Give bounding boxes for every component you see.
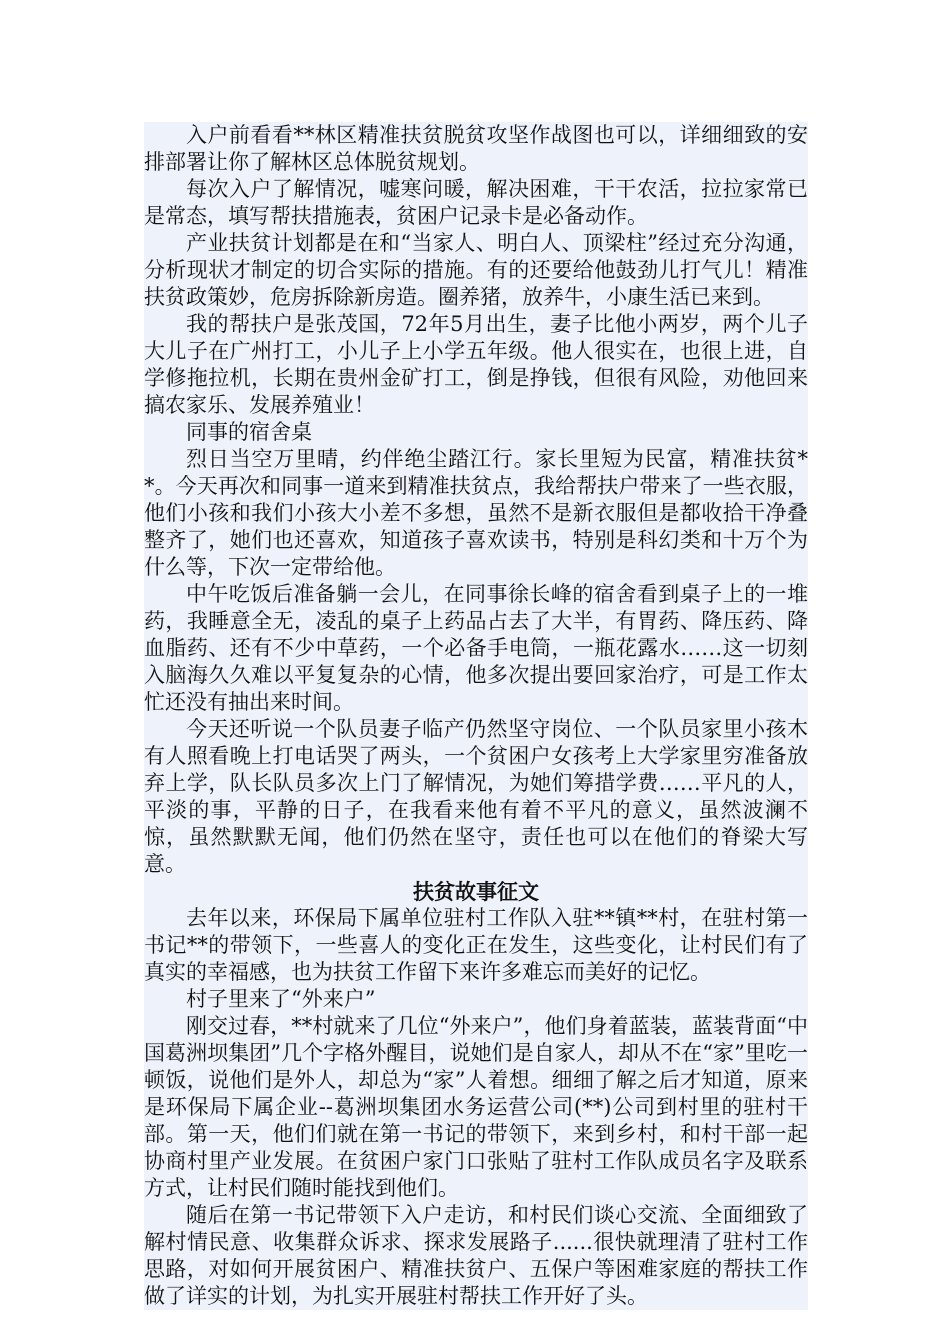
paragraph: 每次入户了解情况，嘘寒问暖，解决困难，干干农活，拉拉家常已是常态，填写帮扶措施表，贫困户记录卡是必备动作。 bbox=[144, 177, 808, 228]
paragraph: 产业扶贫计划都是在和“当家人、明白人、顶梁柱”经过充分沟通，分析现状才制定的切合实际的措施。有的还要给他鼓劲儿打气儿！精准扶贫政策妙，危房拆除新房造。圈养猪，放养牛，小康生活已来到。 bbox=[144, 231, 808, 309]
document-body bbox=[144, 122, 808, 1310]
section-heading: 扶贫故事征文 bbox=[144, 878, 808, 905]
paragraph: 中午吃饭后准备躺一会儿，在同事徐长峰的宿舍看到桌子上的一堆药，我睡意全无，凌乱的桌子上药品占去了大半，有胃药、降压药、降血脂药、还有不少中草药，一个必备手电筒，一瓶花露水……这一切刻入脑海久久难以平复复杂的心情，他多次提出要回家治疗，可是工作太忙还没有抽出来时间。 bbox=[144, 582, 808, 714]
paragraph: 去年以来，环保局下属单位驻村工作队入驻**镇**村，在驻村第一书记**的带领下，一些喜人的变化正在发生，这些变化，让村民们有了真实的幸福感，也为扶贫工作留下来许多难忘而美好的记忆。 bbox=[144, 906, 808, 984]
paragraph: 烈日当空万里晴，约伴绝尘踏江行。家长里短为民富，精准扶贫**。今天再次和同事一道来到精准扶贫点，我给帮扶户带来了一些衣服，他们小孩和我们小孩大小差不多想，虽然不是新衣服但是都收拾干净叠整齐了，她们也还喜欢，知道孩子喜欢读书，特别是科幻类和十万个为什么等，下次一定带给他。 bbox=[144, 447, 808, 579]
paragraph: 我的帮扶户是张茂国，72年5月出生，妻子比他小两岁，两个儿子大儿子在广州打工，小儿子上小学五年级。他人很实在，也很上进，自学修拖拉机，长期在贵州金矿打工，倒是挣钱，但很有风险，劝他回来搞农家乐、发展养殖业！ bbox=[144, 312, 808, 417]
paragraph: 今天还听说一个队员妻子临产仍然坚守岗位、一个队员家里小孩木有人照看晚上打电话哭了两头，一个贫困户女孩考上大学家里穷准备放弃上学，队长队员多次上门了解情况，为她们筹措学费……平凡的人，平淡的事，平静的日子，在我看来他有着不平凡的意义，虽然波澜不惊，虽然默默无闻，他们仍然在坚守，责任也可以在他们的脊梁大写意。 bbox=[144, 717, 808, 876]
subheading-dorm-desk: 同事的宿舍桌 bbox=[144, 419, 808, 446]
paragraph: 随后在第一书记带领下入户走访，和村民们谈心交流、全面细致了解村情民意、收集群众诉求、探求发展路子......很快就理清了驻村工作思路，对如何开展贫困户、精准扶贫户、五保户等困难家庭的帮扶工作做了详实的计划，为扎实开展驻村帮扶工作开好了头。 bbox=[144, 1203, 808, 1308]
subheading-outsiders: 村子里来了“外来户” bbox=[144, 986, 808, 1013]
paragraph: 刚交过春，**村就来了几位“外来户”，他们身着蓝装，蓝装背面“中国葛洲坝集团”几个字格外醒目，说她们是自家人，却从不在“家”里吃一顿饭，说他们是外人，却总为“家”人着想。细细了解之后才知道，原来是环保局下属企业--葛洲坝集团水务运营公司(**)公司到村里的驻村干部。第一天，他们们就在第一书记的带领下，来到乡村，和村干部一起协商村里产业发展。在贫困户家门口张贴了驻村工作队成员名字及联系方式，让村民们随时能找到他们。 bbox=[144, 1014, 808, 1200]
paragraph: 入户前看看**林区精准扶贫脱贫攻坚作战图也可以，详细细致的安排部署让你了解林区总体脱贫规划。 bbox=[144, 123, 808, 174]
